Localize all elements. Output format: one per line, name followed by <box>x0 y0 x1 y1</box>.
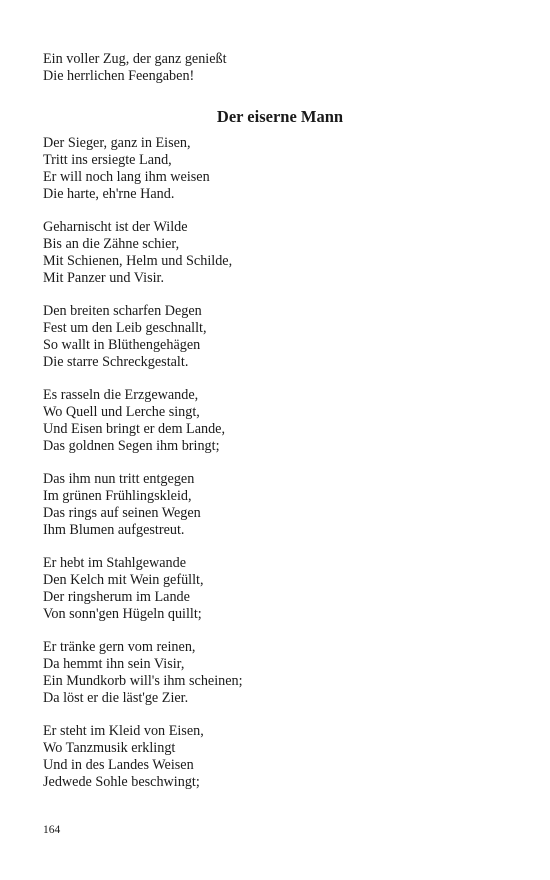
verse-line: Die starre Schreckgestalt. <box>43 354 189 370</box>
verse-line: Der Sieger, ganz in Eisen, <box>43 135 191 151</box>
verse-line: Jedwede Sohle beschwingt; <box>43 774 200 790</box>
verse-line: Da löst er die läst'ge Zier. <box>43 690 189 706</box>
verse-line: Von sonn'gen Hügeln quillt; <box>43 606 202 622</box>
verse-line: Den Kelch mit Wein gefüllt, <box>43 572 204 588</box>
verse-line: Im grünen Frühlingskleid, <box>43 488 192 504</box>
stanza-2 <box>43 219 232 287</box>
stanza-1 <box>43 135 210 203</box>
verse-line: Bis an die Zähne schier, <box>43 236 180 252</box>
verse-line: Und Eisen bringt er dem Lande, <box>43 421 226 437</box>
previous-stanza <box>43 51 227 85</box>
verse-line: Er will noch lang ihm weisen <box>43 169 210 185</box>
verse-line: Ein Mundkorb will's ihm scheinen; <box>43 673 243 689</box>
verse-line: Ein voller Zug, der ganz genießt <box>43 51 227 67</box>
verse-line: Er hebt im Stahlgewande <box>43 555 187 571</box>
stanza-7 <box>43 639 243 707</box>
verse-line: Tritt ins ersiegte Land, <box>43 152 172 168</box>
verse-line: Der ringsherum im Lande <box>43 589 190 605</box>
verse-line: Er steht im Kleid von Eisen, <box>43 723 204 739</box>
verse-line: Wo Tanzmusik erklingt <box>43 740 176 756</box>
verse-line: Das rings auf seinen Wegen <box>43 505 201 521</box>
stanza-4 <box>43 387 225 455</box>
verse-line: Und in des Landes Weisen <box>43 757 194 773</box>
verse-line: Das ihm nun tritt entgegen <box>43 471 195 487</box>
stanza-8 <box>43 723 204 791</box>
verse-line: Mit Schienen, Helm und Schilde, <box>43 253 233 269</box>
poem-title: Der eiserne Mann <box>216 107 344 126</box>
verse-line: Geharnischt ist der Wilde <box>43 219 188 235</box>
verse-line: Die herrlichen Feengaben! <box>43 68 195 84</box>
page-number: 164 <box>43 824 61 836</box>
verse-line: Die harte, eh'rne Hand. <box>43 186 175 202</box>
verse-line: Wo Quell und Lerche singt, <box>43 404 200 420</box>
verse-line: Das goldnen Segen ihm bringt; <box>43 438 220 454</box>
stanza-3 <box>43 303 207 371</box>
verse-line: So wallt in Blüthengehägen <box>43 337 201 353</box>
verse-line: Den breiten scharfen Degen <box>43 303 202 319</box>
verse-line: Mit Panzer und Visir. <box>43 270 165 286</box>
verse-line: Ihm Blumen aufgestreut. <box>43 522 185 538</box>
verse-line: Er tränke gern vom reinen, <box>43 639 196 655</box>
stanza-5 <box>43 471 201 539</box>
stanza-6 <box>43 555 204 623</box>
verse-line: Es rasseln die Erzgewande, <box>43 387 199 403</box>
verse-line: Da hemmt ihn sein Visir, <box>43 656 185 672</box>
verse-line: Fest um den Leib geschnallt, <box>43 320 207 336</box>
